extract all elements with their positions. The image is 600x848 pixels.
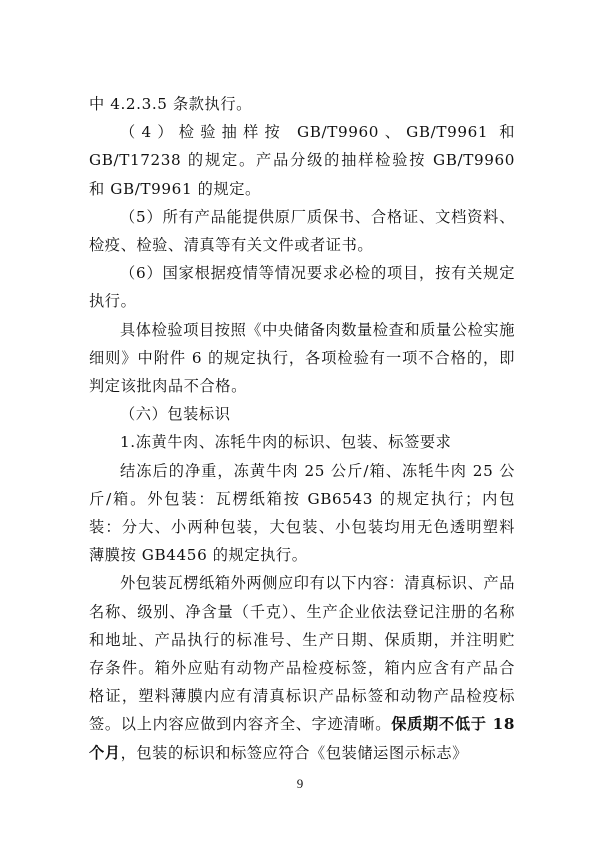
section-heading-packaging: （六）包装标识 [120, 405, 231, 424]
outer-box-text: 外包装瓦楞纸箱外两侧应印有以下内容：清真标识、产品名称、级别、净含量（千克）、生产企业依法登记注册的名称和地址、产品执行的标准号、生产日期、保质期，并注明贮存条件。箱外应贴有动物产品检疫标签，箱内应含有产品合格证，塑料薄膜内应有清真标识产品标签和动物产品检疫标签。以上内容应做到内容齐全、字迹清晰。 [89, 574, 515, 734]
paragraph-certificates: （5）所有产品能提供原厂质保书、合格证、文档资料、检疫、检验、清真等有关文件或者证书。 [89, 207, 515, 255]
subsection-heading-beef-labeling: 1.冻黄牛肉、冻牦牛肉的标识、包装、标签要求 [120, 433, 452, 452]
paragraph-net-weight-packaging: 结冻后的净重，冻黄牛肉 25 公斤/箱、冻牦牛肉 25 公斤/箱。外包装：瓦楞纸箱按 GB6543 的规定执行；内包装：分大、小两种包装，大包装、小包装均用无色透明塑料薄膜按 GB4456 的规定执行。 [89, 461, 515, 565]
paragraph-clause-reference: 中 4.2.3.5 条款执行。 [89, 95, 252, 113]
labeling-standard-text: ，包装的标识和标签应符合《包装储运图示标志》 [120, 743, 468, 762]
paragraph-mandatory-items: （6）国家根据疫情等情况要求必检的项目，按有关规定执行。 [89, 264, 515, 311]
paragraph-outer-box-marking [89, 569, 515, 766]
paragraph-inspection-items: 具体检验项目按照《中央储备肉数量检查和质量公检实施细则》中附件 6 的规定执行，各项检验有一项不合格的，即判定该批肉品不合格。 [89, 320, 515, 396]
document-body [89, 90, 515, 767]
page-number: 9 [296, 776, 304, 791]
shelf-life-emphasis: 保质期不低于 18 个月 [89, 715, 515, 762]
paragraph-sampling-inspection: （4）检验抽样按 GB/T9960、GB/T9961 和 GB/T17238 的规定。产品分级的抽样检验按 GB/T9960 和 GB/T9961 的规定。 [89, 123, 515, 198]
